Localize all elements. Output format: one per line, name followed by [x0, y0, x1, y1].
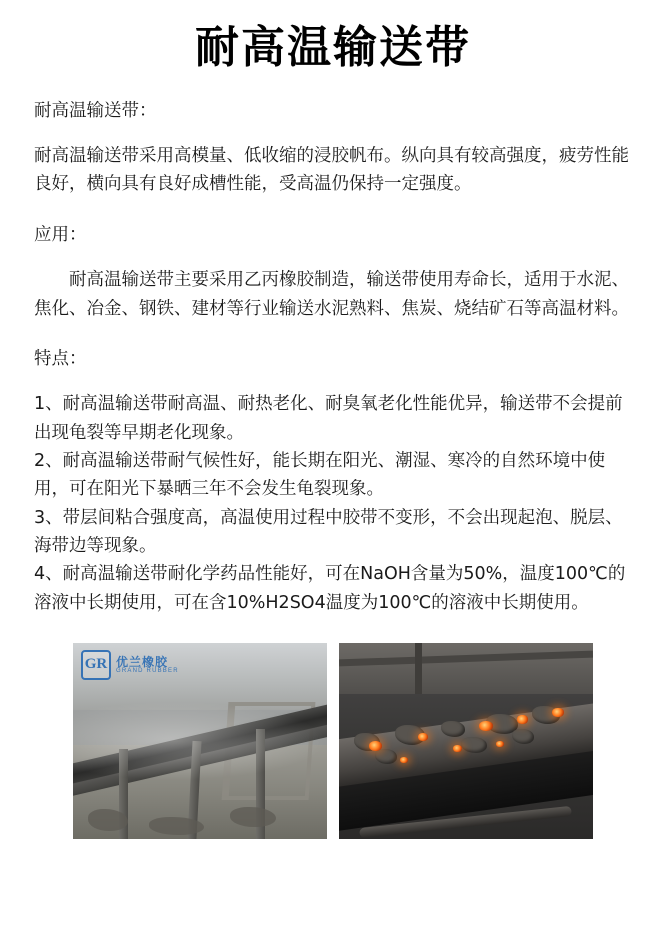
features-list — [34, 390, 632, 617]
photo-background-structure — [339, 643, 593, 694]
product-photo-quarry-conveyor — [73, 643, 327, 839]
document-body — [0, 97, 666, 617]
watermark-logo — [81, 650, 179, 680]
feature-item-4: 4、耐高温输送带耐化学药品性能好，可在NaOH含量为50%，温度100℃的溶液中长期使用，可在含10%H2SO4温度为100℃的溶液中长期使用。 — [34, 564, 626, 613]
feature-item-1: 1、耐高温输送带耐高温、耐热老化、耐臭氧老化性能优异，输送带不会提前出现龟裂等早期老化现象。 — [34, 394, 623, 443]
photo-glowing-ember — [552, 708, 564, 717]
logo-text-en: GRAND RUBBER — [116, 668, 179, 675]
image-gallery — [0, 643, 666, 839]
feature-item-2: 2、耐高温输送带耐气候性好，能长期在阳光、潮湿、寒冷的自然环境中使用，可在阳光下暴晒三年不会发生龟裂现象。 — [34, 450, 606, 500]
photo-glowing-ember — [479, 721, 493, 731]
section-heading-intro: 耐高温输送带： — [34, 100, 157, 121]
photo-rock — [230, 807, 276, 827]
photo-dust-haze — [73, 702, 327, 780]
page-title: 耐高温输送带 — [195, 22, 471, 73]
photo-sinter-chunk — [375, 749, 397, 764]
section-paragraph-application: 耐高温输送带主要采用乙丙橡胶制造，输送带使用寿命长，适用于水泥、焦化、冶金、钢铁、建材等行业输送水泥熟料、焦炭、烧结矿石等高温材料。 — [34, 270, 629, 319]
photo-glowing-ember — [369, 741, 382, 751]
section-paragraph-intro: 耐高温输送带采用高模量、低收缩的浸胶帆布。纵向具有较高强度，疲劳性能良好，横向具有良好成槽性能，受高温仍保持一定强度。 — [34, 146, 629, 195]
photo-glowing-ember — [418, 733, 428, 741]
logo-mark-icon: GR — [81, 650, 111, 680]
photo-rock — [88, 809, 128, 831]
feature-item-3: 3、带层间粘合强度高，高温使用过程中胶带不变形，不会出现起泡、脱层、海带边等现象。 — [34, 507, 623, 556]
section-heading-features: 特点： — [34, 348, 87, 369]
section-heading-application: 应用： — [34, 224, 87, 245]
logo-text — [116, 656, 179, 675]
photo-rock — [149, 817, 204, 835]
photo-glowing-ember — [453, 745, 462, 752]
photo-glowing-ember — [400, 757, 408, 763]
photo-glowing-ember — [517, 715, 528, 724]
document-page — [0, 22, 666, 952]
logo-text-cn: 优兰橡胶 — [116, 654, 169, 669]
photo-steel-column — [415, 643, 422, 694]
product-photo-hot-material-conveyor — [339, 643, 593, 839]
